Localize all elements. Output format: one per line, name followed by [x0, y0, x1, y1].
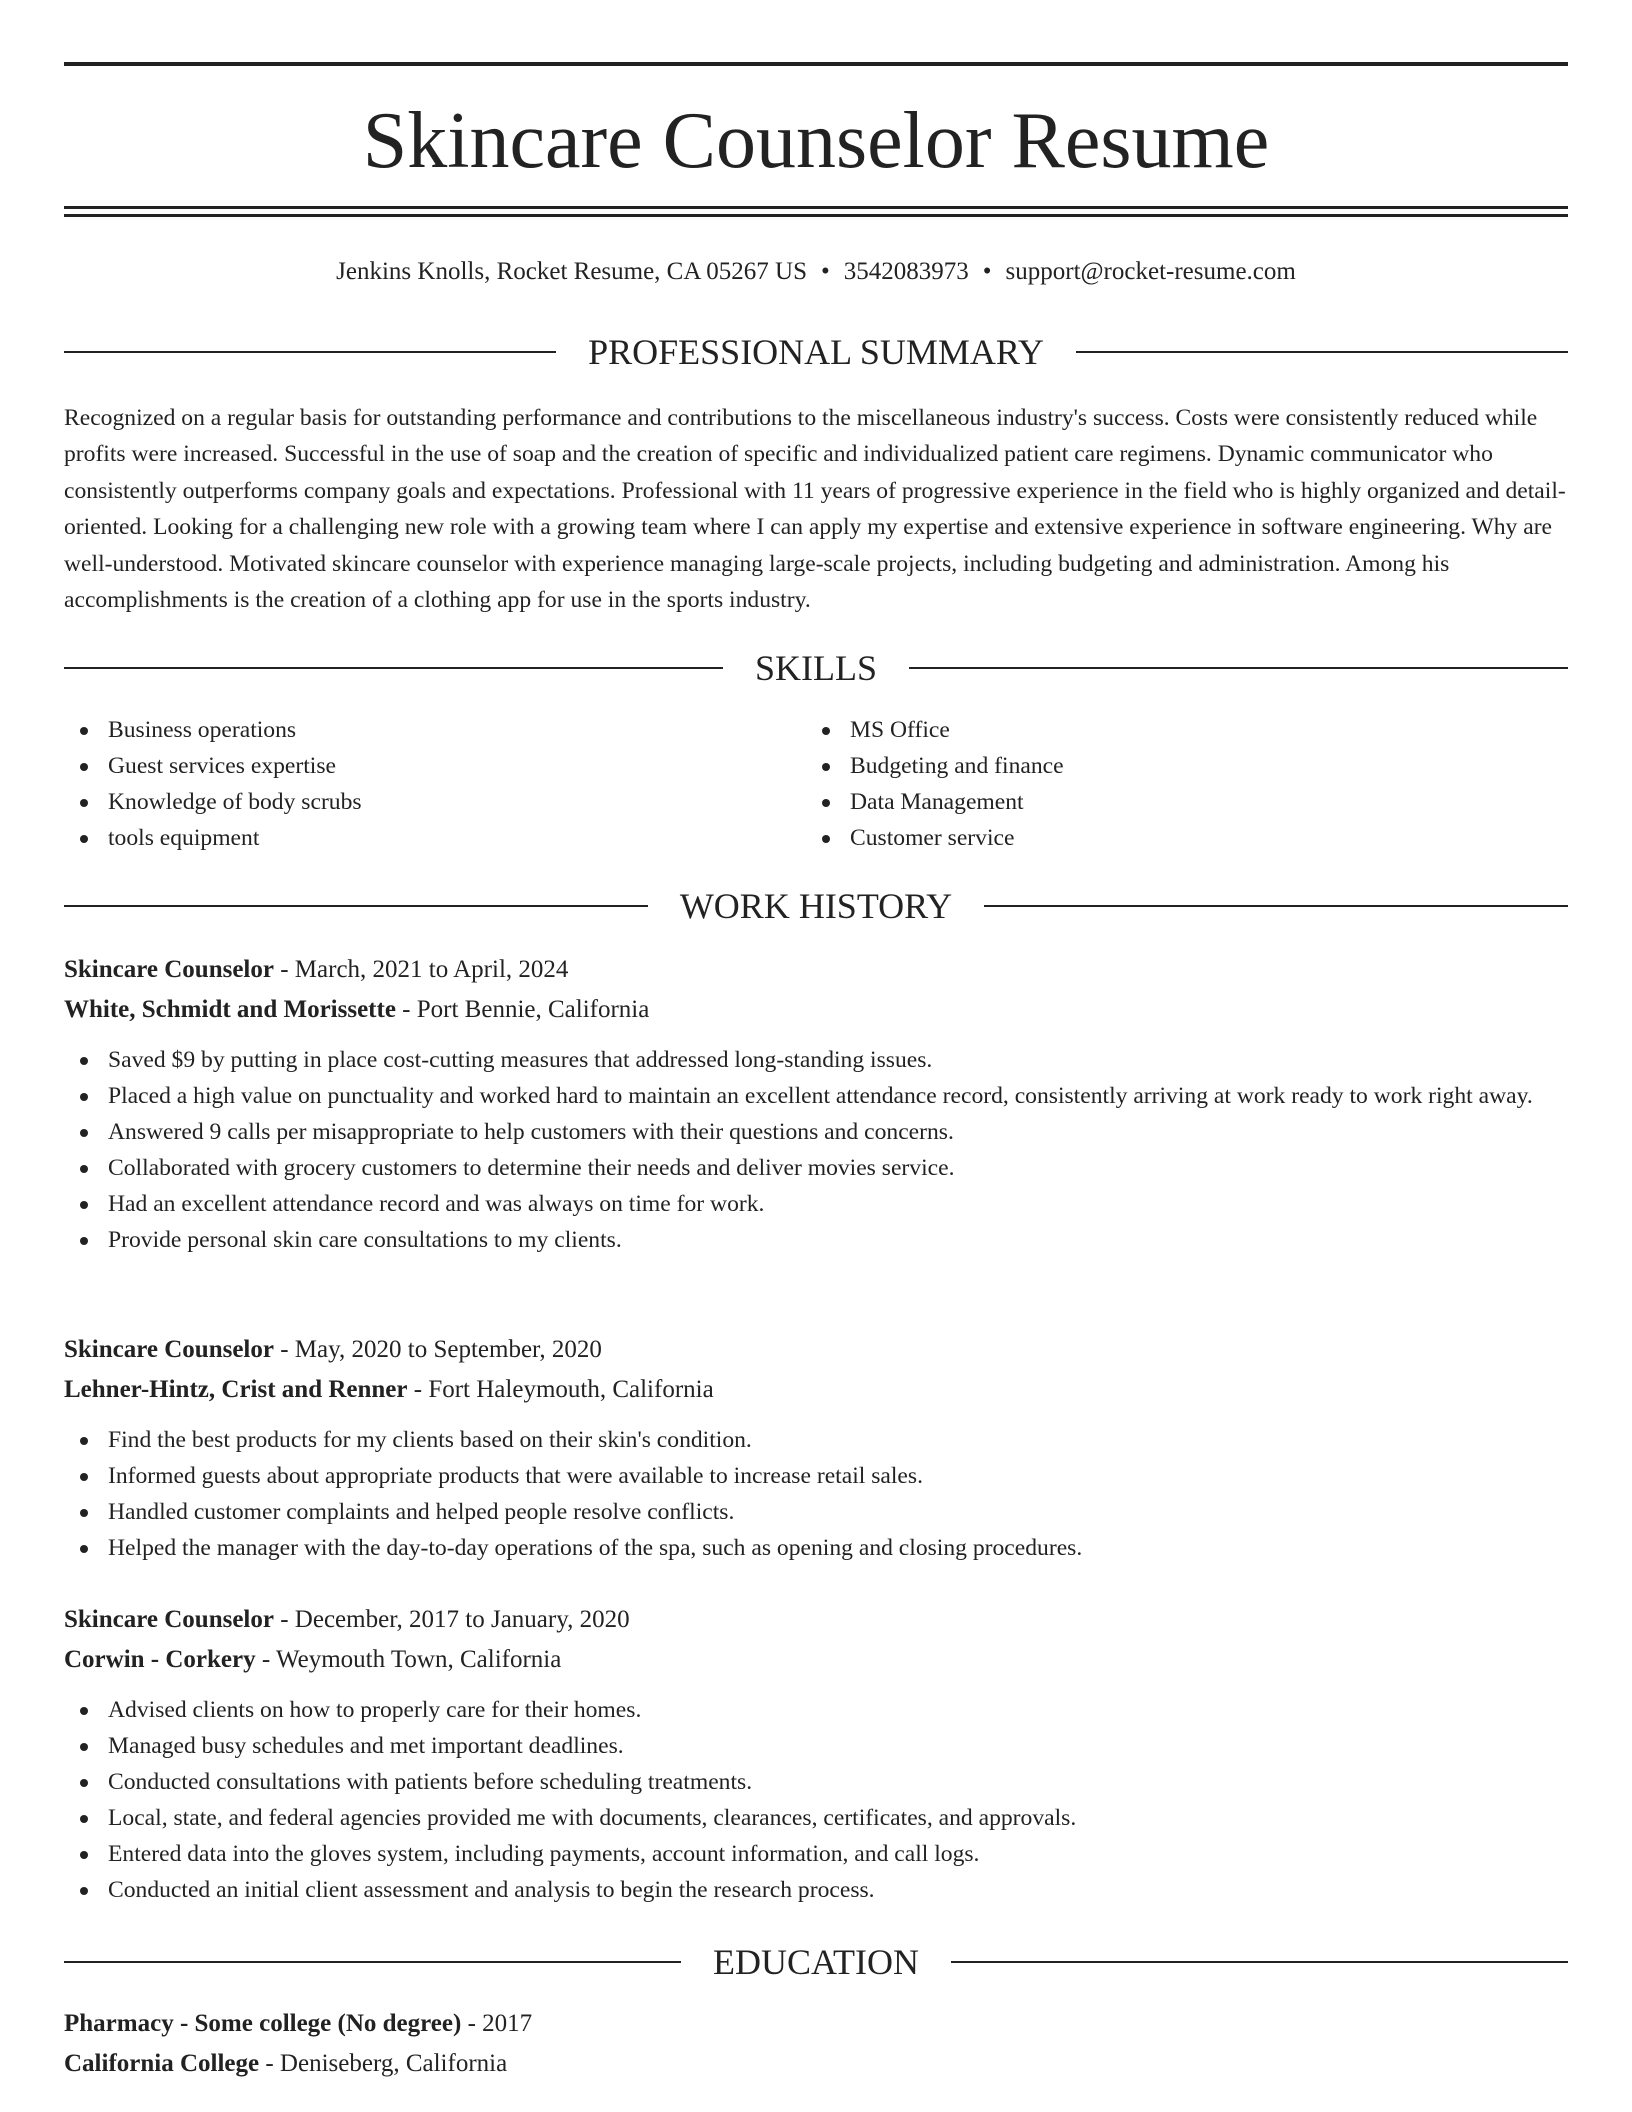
contact-address: Jenkins Knolls, Rocket Resume, CA 05267 US [336, 258, 807, 285]
education-entry [64, 2004, 1568, 2084]
job-bullet: Helped the manager with the day-to-day operations of the spa, such as opening and closing procedures. [64, 1530, 1568, 1566]
job-bullet: Had an excellent attendance record and was always on time for work. [64, 1186, 1568, 1222]
job-company: Corwin - Corkery [64, 1646, 256, 1673]
job-location: - Port Bennie, California [402, 996, 650, 1023]
section-title: SKILLS [755, 648, 878, 688]
job-title: Skincare Counselor [64, 1606, 274, 1633]
job-location: - Fort Haleymouth, California [413, 1376, 714, 1403]
job-bullets [64, 1692, 1568, 1908]
job-bullet: Entered data into the gloves system, including payments, account information, and call logs. [64, 1836, 1568, 1872]
job-title-line [64, 1330, 1568, 1370]
job-location: - Weymouth Town, California [261, 1646, 562, 1673]
job-bullet: Handled customer complaints and helped people resolve conflicts. [64, 1494, 1568, 1530]
job-bullet: Advised clients on how to properly care for their homes. [64, 1692, 1568, 1728]
job-title: Skincare Counselor [64, 956, 274, 983]
skill-item: Budgeting and finance [806, 748, 1506, 784]
section-heading-work [64, 884, 1568, 928]
skill-item: Guest services expertise [64, 748, 764, 784]
education-location: - Deniseberg, California [265, 2050, 508, 2077]
section-heading-summary [64, 330, 1568, 374]
contact-separator: • [821, 258, 830, 285]
skills-list-right [806, 712, 1506, 856]
page-title: Skincare Counselor Resume [362, 97, 1270, 185]
heading-rule [64, 351, 556, 353]
education-degree-line [64, 2004, 1568, 2044]
summary-paragraph: Recognized on a regular basis for outstanding performance and contributions to the miscellaneous industry's success. Costs were consistently reduced while profits were increased. Successful in the use of soap and the creation of specific and individualized patient care regimens. Dynamic communicator who consistently outperforms company goals and expectations. Professional with 11 years of progressive experience in the field who is highly organized and detail-oriented. Looking for a challenging new role with a growing team where I can apply my expertise and extensive experience in software engineering. Why are well-understood. Motivated skincare counselor with experience managing large-scale projects, including budgeting and administration. Among his accomplishments is the creation of a clothing app for use in the sports industry. [64, 405, 1566, 614]
contact-separator: • [982, 258, 992, 285]
header-top-rule [64, 62, 1568, 66]
heading-rule [64, 905, 648, 907]
contact-line [64, 254, 1568, 290]
job-bullet: Saved $9 by putting in place cost-cutting measures that addressed long-standing issues. [64, 1042, 1568, 1078]
job-bullet: Collaborated with grocery customers to determine their needs and deliver movies service. [64, 1150, 1568, 1186]
job-bullets [64, 1422, 1568, 1566]
education-school: California College [64, 2050, 260, 2077]
education-degree: Pharmacy - Some college (No degree) [64, 2010, 462, 2037]
job-company-line [64, 990, 1568, 1030]
skill-item: Customer service [806, 820, 1506, 856]
job-entry [64, 950, 1568, 1258]
heading-rule [909, 667, 1568, 669]
job-bullet: Provide personal skin care consultations to my clients. [64, 1222, 1568, 1258]
skill-item: Data Management [806, 784, 1506, 820]
job-bullet: Conducted consultations with patients before scheduling treatments. [64, 1764, 1568, 1800]
job-bullet: Find the best products for my clients based on their skin's condition. [64, 1422, 1568, 1458]
heading-rule [984, 905, 1568, 907]
skill-item: MS Office [806, 712, 1506, 748]
job-title-line [64, 1600, 1568, 1640]
education-year: - 2017 [467, 2010, 533, 2037]
job-dates: - May, 2020 to September, 2020 [280, 1336, 602, 1363]
section-title: PROFESSIONAL SUMMARY [588, 332, 1044, 372]
job-dates: - March, 2021 to April, 2024 [280, 956, 569, 983]
job-entry [64, 1600, 1568, 1908]
job-company: Lehner-Hintz, Crist and Renner [64, 1376, 408, 1403]
job-bullets [64, 1042, 1568, 1258]
contact-phone: 3542083973 [843, 258, 969, 285]
job-dates: - December, 2017 to January, 2020 [280, 1606, 630, 1633]
education-school-line [64, 2044, 1568, 2084]
skill-item: tools equipment [64, 820, 764, 856]
job-title: Skincare Counselor [64, 1336, 274, 1363]
section-title: WORK HISTORY [679, 886, 953, 926]
skills-list-left [64, 712, 764, 856]
job-bullet: Managed busy schedules and met important deadlines. [64, 1728, 1568, 1764]
job-bullet: Informed guests about appropriate products that were available to increase retail sales. [64, 1458, 1568, 1494]
heading-rule [64, 1961, 681, 1963]
job-title-line [64, 950, 1568, 990]
job-bullet: Answered 9 calls per misappropriate to help customers with their questions and concerns. [64, 1114, 1568, 1150]
section-heading-skills [64, 646, 1568, 690]
job-company-line [64, 1370, 1568, 1410]
heading-rule [951, 1961, 1568, 1963]
heading-rule [64, 667, 723, 669]
header-rule-upper [64, 206, 1568, 209]
job-entry [64, 1330, 1568, 1566]
skill-item: Knowledge of body scrubs [64, 784, 764, 820]
contact-email: support@rocket-resume.com [1005, 258, 1296, 285]
job-bullet: Placed a high value on punctuality and worked hard to maintain an excellent attendance record, consistently arriving at work ready to work right away. [64, 1078, 1568, 1114]
section-title: EDUCATION [713, 1942, 919, 1982]
header-rule-lower [64, 214, 1568, 217]
job-bullet: Conducted an initial client assessment and analysis to begin the research process. [64, 1872, 1568, 1908]
skill-item: Business operations [64, 712, 764, 748]
heading-rule [1076, 351, 1568, 353]
job-bullet: Local, state, and federal agencies provided me with documents, clearances, certificates, and approvals. [64, 1800, 1568, 1836]
job-company-line [64, 1640, 1568, 1680]
job-company: White, Schmidt and Morissette [64, 996, 396, 1023]
section-heading-education [64, 1940, 1568, 1984]
